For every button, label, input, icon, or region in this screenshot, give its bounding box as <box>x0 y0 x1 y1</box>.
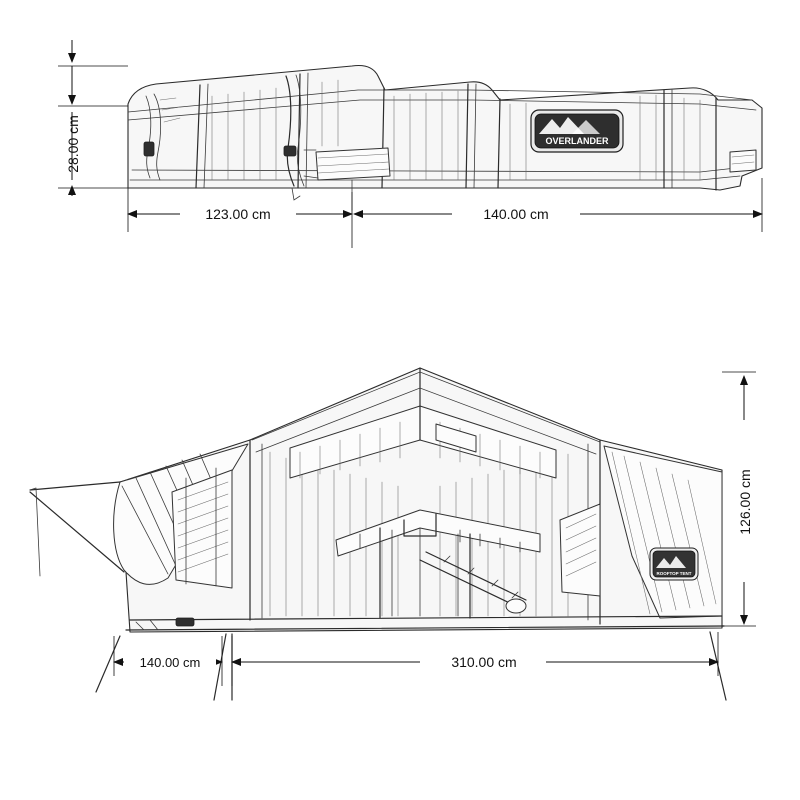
closed-height-dimension <box>58 40 128 196</box>
open-brand-badge <box>650 548 698 580</box>
closed-brand-badge <box>531 110 623 152</box>
left-buckle <box>144 142 154 156</box>
left-guy-line-upper <box>30 482 120 490</box>
left-guy-line-lower <box>30 492 124 572</box>
closed-length-left-dimension <box>128 188 352 248</box>
open-height-label: 126.00 cm <box>737 469 753 535</box>
left-pole <box>30 488 40 576</box>
open-badge-sublabel: ROOFTOP TENT <box>656 571 692 576</box>
mid-buckle <box>284 146 296 156</box>
open-ladder-width-label: 140.00 cm <box>139 655 201 670</box>
open-tent-drawing <box>30 368 756 700</box>
right-window <box>560 504 600 596</box>
closed-badge-label: OVERLANDER <box>545 136 609 146</box>
leg-left <box>96 636 120 692</box>
closed-length-left-label: 123.00 cm <box>205 206 271 222</box>
closed-tent-drawing <box>58 40 762 248</box>
mid-strap-tail <box>292 188 300 200</box>
open-height-dimension <box>722 372 756 626</box>
closed-length-right-label: 140.00 cm <box>483 206 549 222</box>
open-ladder-width-dimension <box>114 636 222 686</box>
base-mount-bracket <box>176 618 194 626</box>
open-length-dimension <box>232 632 718 686</box>
ladder-foot <box>506 599 526 613</box>
closed-height-label: 28.00 cm <box>65 115 81 173</box>
right-bracket <box>730 150 756 172</box>
open-length-label: 310.00 cm <box>451 654 517 670</box>
